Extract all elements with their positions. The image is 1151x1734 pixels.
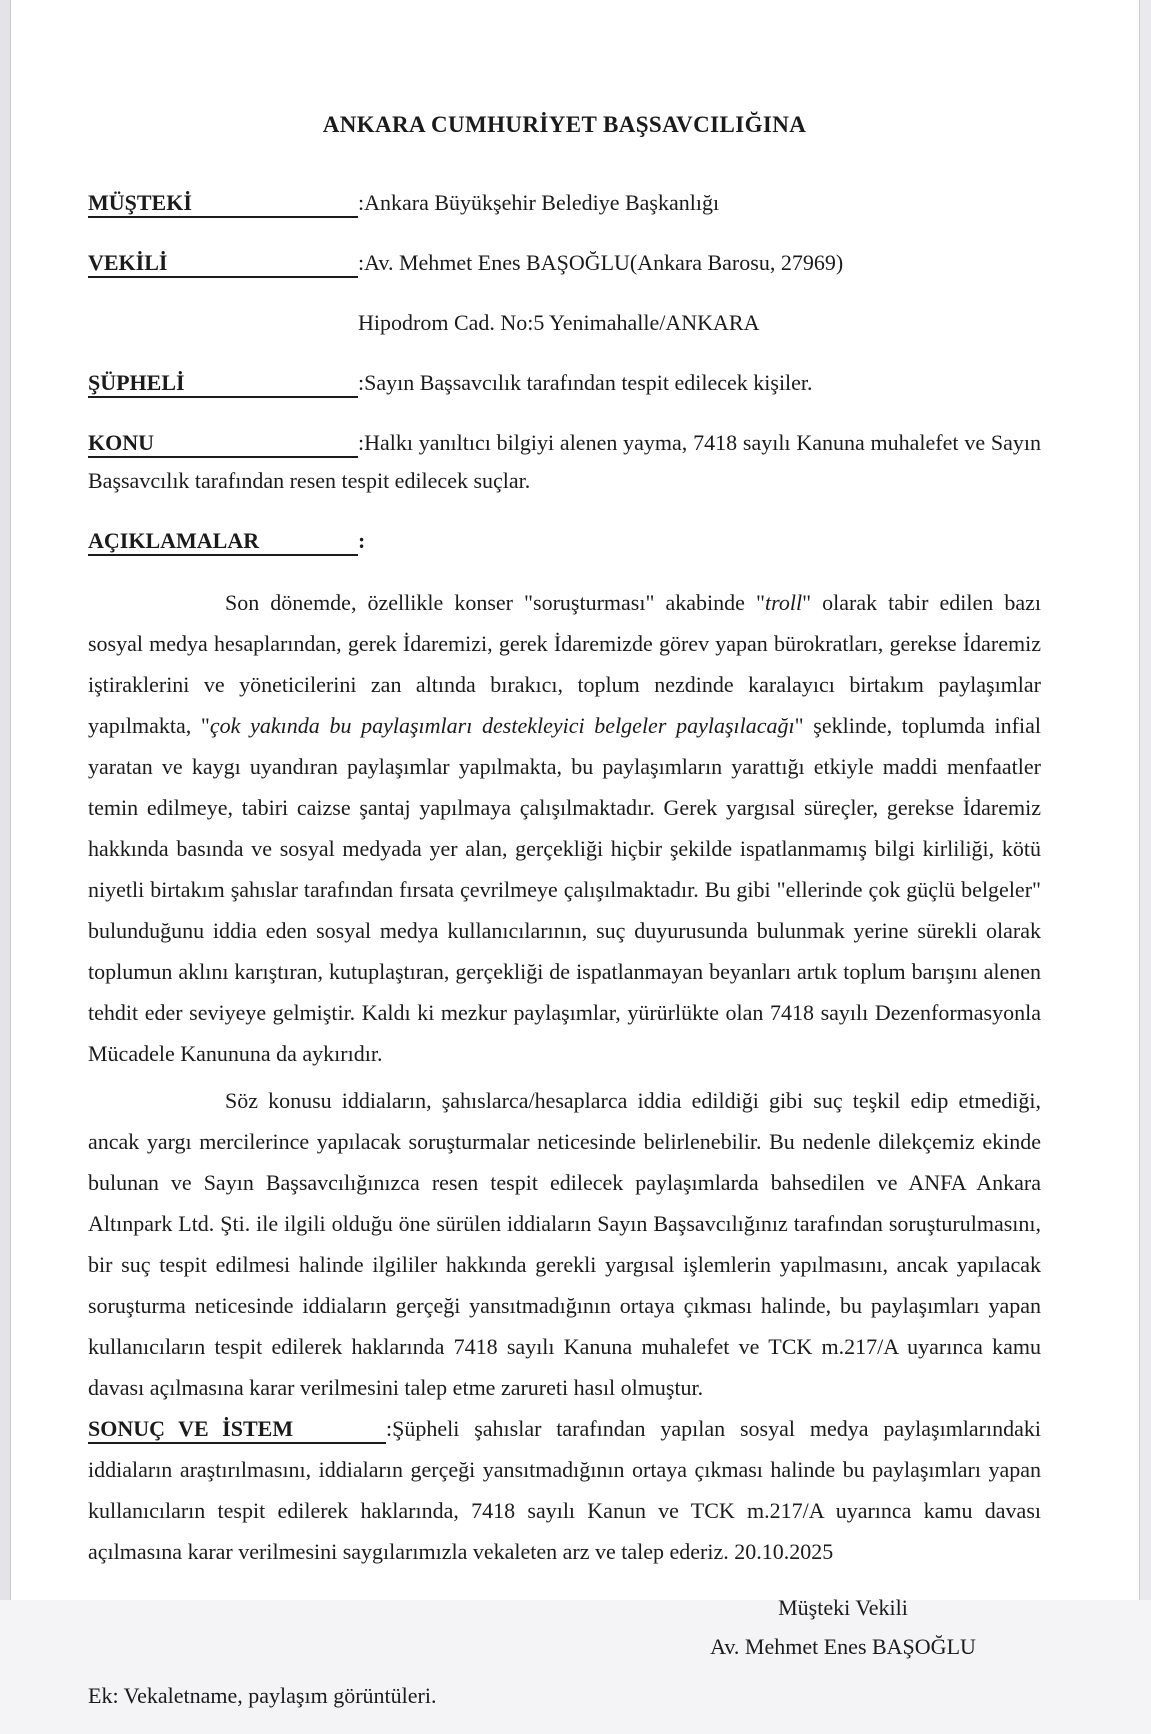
supheli-value: :Sayın Başsavcılık tarafından tespit edilecek kişiler. — [358, 370, 813, 395]
p1-segment-1-italic: troll — [764, 590, 803, 615]
attachment-note: Ek: Vekaletname, paylaşım görüntüleri. — [88, 1683, 437, 1708]
p1-segment-2: " olarak tabir edilen bazı sosyal medya hesaplarından, gerek İdaremizi, gerek İdaremizde görev yapan bürokratları, gerekse İdaremiz iştiraklerini ve yöneticilerini zan altında bırakıcı, toplum nezdinde karalayıcı birtakım paylaşımlar yapılmakta, " — [88, 590, 1041, 738]
scan-edge-right — [1139, 0, 1151, 1600]
aciklamalar-label: AÇIKLAMALAR — [88, 528, 358, 556]
konu-label: KONU — [88, 430, 358, 458]
p1-segment-0: Son dönemde, özellikle konser "soruşturması" akabinde " — [225, 590, 765, 615]
document-content — [88, 0, 1041, 1734]
vekili-value: :Av. Mehmet Enes BAŞOĞLU(Ankara Barosu, 27969) — [358, 250, 844, 275]
field-block — [88, 184, 1041, 560]
field-row-konu — [88, 424, 1041, 500]
signature-name: Av. Mehmet Enes BAŞOĞLU — [710, 1634, 976, 1659]
vekili-label: VEKİLİ — [88, 250, 358, 278]
sonuc-ve-istem-row — [88, 1408, 1041, 1572]
body-paragraph-2: Söz konusu iddiaların, şahıslarca/hesaplarca iddia edildiği gibi suç teşkil edip etmediği, ancak yargı mercilerince yapılacak soruşturmalar neticesinde belirlenebilir. Bu nedenle dilekçemiz ekinde bulunan ve Sayın Başsavcılığınızca resen tespit edilecek paylaşımlarda bahsedilen ve ANFA Ankara Altınpark Ltd. Şti. ile ilgili olduğu öne sürülen iddiaların Sayın Başsavcılığınız tarafından soruşturulmasını, bir suç tespit edilmesi halinde ilgililer hakkında gerekli yargısal işlemlerin yapılmasını, ancak yapılacak soruşturma neticesinde iddiaların gerçeği yansıtmadığının ortaya çıkması halinde, bu paylaşımları yapan kullanıcıların tespit edilerek haklarında 7418 sayılı Kanuna muhalefet ve TCK m.217/A uyarınca kamu davası açılmasına karar verilmesini talep etme zarureti hasıl olmuştur. — [88, 1088, 1041, 1400]
field-row-supheli — [88, 364, 1041, 402]
sonuc-ve-istem-value: :Şüpheli şahıslar tarafından yapılan sosyal medya paylaşımlarındaki iddiaların araştırılmasını, iddiaların gerçeği yansıtmadığının ortaya çıkması halinde bu paylaşımları yapan kullanıcıların tespit edilerek haklarında, 7418 sayılı Kanun ve TCK m.217/A uyarınca kamu davası açılmasına karar verilmesini saygılarımızla vekaleten arz ve talep ederiz. 20.10.2025 — [88, 1416, 1041, 1564]
musteki-value: :Ankara Büyükşehir Belediye Başkanlığı — [358, 190, 720, 215]
field-row-musteki — [88, 184, 1041, 222]
scan-edge-left — [0, 0, 11, 1600]
p1-segment-3-italic: çok yakında bu paylaşımları destekleyici belgeler paylaşılacağı — [209, 713, 795, 738]
musteki-label: MÜŞTEKİ — [88, 190, 358, 218]
signature-role: Müşteki Vekili — [778, 1595, 908, 1620]
field-row-vekili — [88, 244, 1041, 282]
sonuc-ve-istem-label: SONUÇ VE İSTEM — [88, 1416, 386, 1444]
vekili-address-line: Hipodrom Cad. No:5 Yenimahalle/ANKARA — [358, 310, 760, 335]
aciklamalar-colon: : — [358, 528, 366, 553]
document-title: ANKARA CUMHURİYET BAŞSAVCILIĞINA — [322, 112, 807, 137]
body-paragraph-1 — [88, 582, 1041, 1074]
konu-value: :Halkı yanıltıcı bilgiyi alenen yayma, 7418 sayılı Kanuna muhalefet ve Sayın Başsavcılık tarafından resen tespit edilecek suçlar. — [88, 430, 1041, 493]
supheli-label: ŞÜPHELİ — [88, 370, 358, 398]
field-row-aciklamalar — [88, 522, 1041, 560]
p1-segment-4: " şeklinde, toplumda infial yaratan ve kaygı uyandıran paylaşımlar yapılmakta, bu paylaşımların yarattığı etkiyle maddi menfaatler temin edilmeye, tabiri caizse şantaj yapılmaya çalışılmaktadır. Gerek yargısal süreçler, gerekse İdaremiz hakkında basında ve sosyal medyada yer alan, gerçekliği hiçbir şekilde ispatlanmamış bilgi kirliliği, kötü niyetli birtakım şahıslar tarafından fırsata çevrilmeye çalışılmaktadır. Bu gibi "ellerinde çok güçlü belgeler" bulunduğunu iddia eden sosyal medya kullanıcılarının, suç duyurusunda bulunmak yerine sürekli olarak toplumun aklını karıştıran, kutuplaştıran, gerçekliği de ispatlanmayan beyanları artık toplum barışını alenen tehdit eder seviyeye gelmiştir. Kaldı ki mezkur paylaşımlar, yürürlükte olan 7418 sayılı Dezenformasyonla Mücadele Kanununa da aykırıdır. — [88, 713, 1041, 1066]
signature-block — [688, 1588, 998, 1666]
